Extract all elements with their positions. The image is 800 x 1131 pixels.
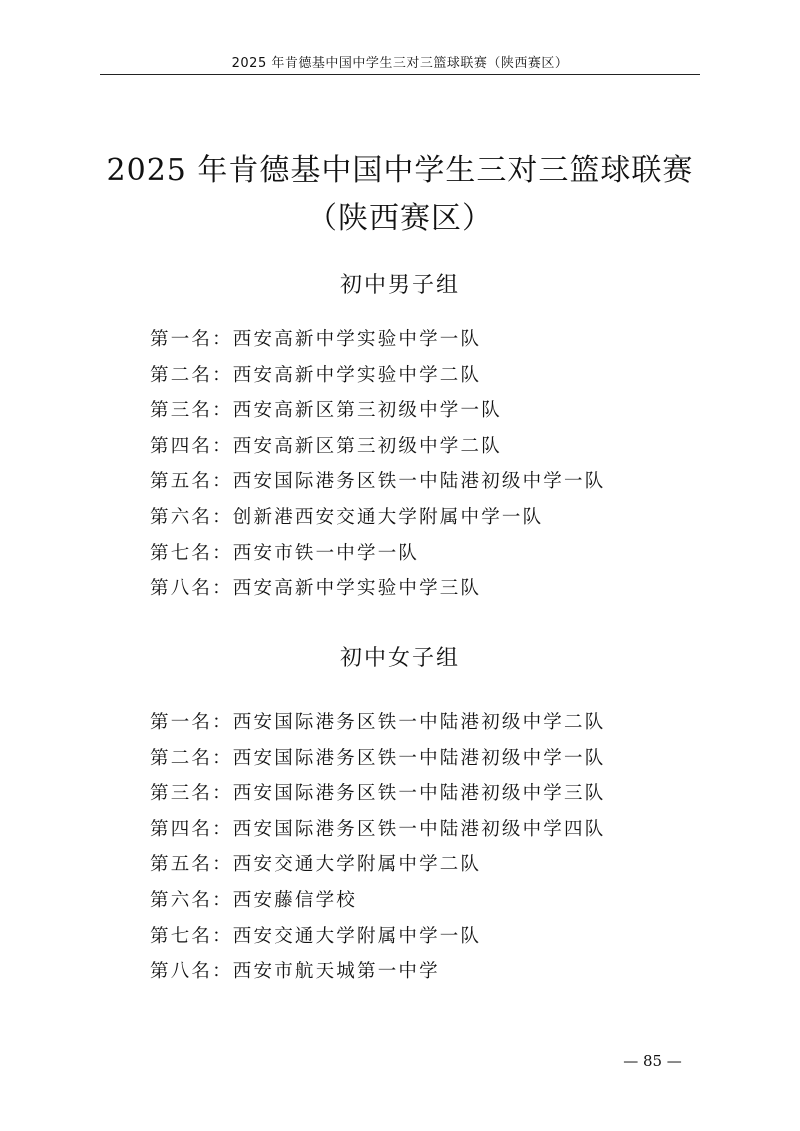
ranking-item: 第七名：西安交通大学附属中学一队 [150,925,482,947]
ranking-item: 第八名：西安高新中学实验中学三队 [150,578,482,600]
section-heading-boys: 初中男子组 [339,273,460,298]
ranking-item: 第三名：西安国际港务区铁一中陆港初级中学三队 [150,783,606,805]
ranking-item: 第二名：西安高新中学实验中学二队 [150,364,482,386]
ranking-item: 第五名：西安交通大学附属中学二队 [150,854,482,876]
page-number: — 85 — [623,1052,682,1070]
ranking-item: 第三名：西安高新区第三初级中学一队 [150,400,502,422]
ranking-item: 第一名：西安国际港务区铁一中陆港初级中学二队 [150,712,606,733]
document-title-line-1: 2025 年肯德基中国中学生三对三篮球联赛 [106,153,694,188]
ranking-item: 第五名：西安国际港务区铁一中陆港初级中学一队 [150,471,606,493]
header-rule [100,74,700,75]
ranking-item: 第六名：创新港西安交通大学附属中学一队 [150,506,544,528]
ranking-item: 第六名：西安藤信学校 [150,889,358,911]
ranking-item: 第七名：西安市铁一中学一队 [150,542,420,564]
ranking-item: 第四名：西安高新区第三初级中学二队 [150,435,502,457]
ranking-item: 第一名：西安高新中学实验中学一队 [150,329,482,350]
ranking-list-boys [150,322,605,607]
section-heading-girls: 初中女子组 [339,646,460,671]
ranking-list-girls [150,705,605,990]
ranking-item: 第四名：西安国际港务区铁一中陆港初级中学四队 [150,818,606,840]
ranking-item: 第八名：西安市航天城第一中学 [150,961,440,983]
document-title-line-2: （陕西赛区） [307,201,493,236]
ranking-item: 第二名：西安国际港务区铁一中陆港初级中学一队 [150,747,606,769]
running-header: 2025 年肯德基中国中学生三对三篮球联赛（陕西赛区） [231,56,569,71]
